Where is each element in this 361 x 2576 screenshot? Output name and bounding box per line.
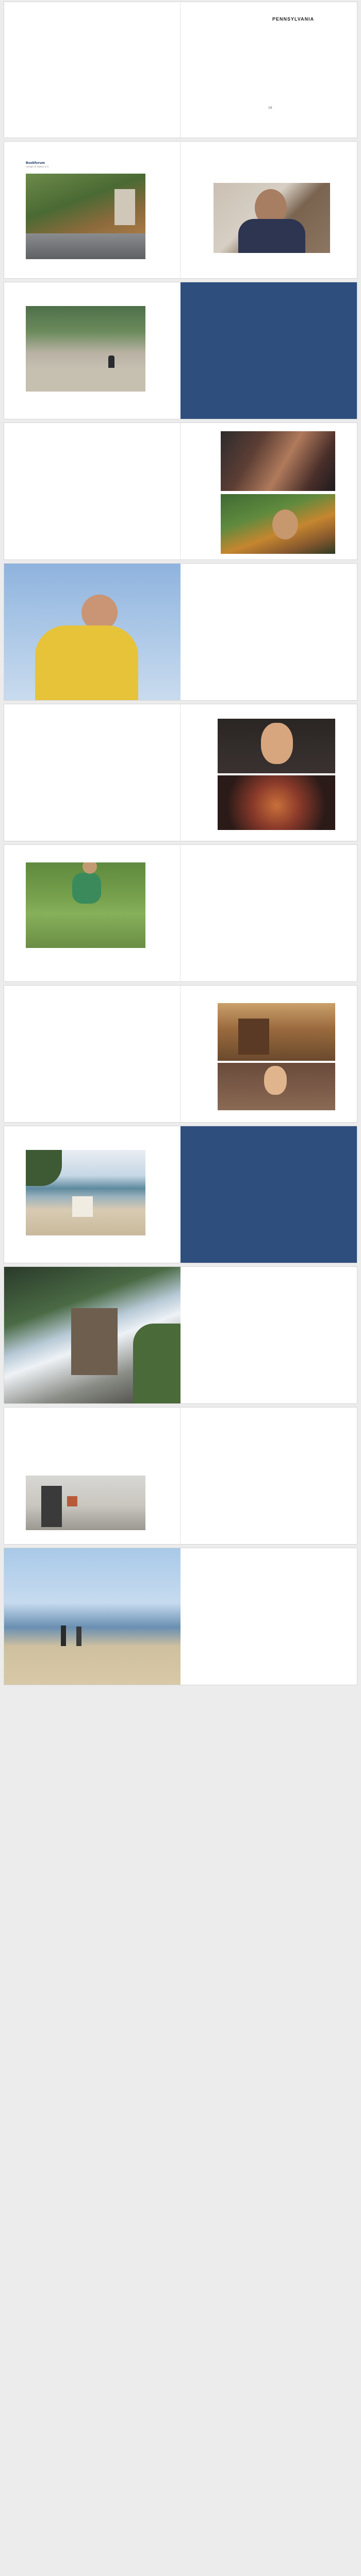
body-text bbox=[212, 1563, 331, 1568]
spread-10 bbox=[4, 1408, 357, 1544]
spread-7 bbox=[4, 986, 357, 1122]
body-text bbox=[212, 860, 331, 862]
spread-5 bbox=[4, 704, 357, 841]
navy-page bbox=[180, 282, 357, 419]
photo-yard-grass bbox=[26, 862, 145, 948]
spread-4 bbox=[4, 564, 357, 700]
section-subheading: Lehigh & Valley & U bbox=[26, 166, 49, 168]
photo-woman-lying bbox=[221, 431, 335, 491]
photo-beach-people bbox=[4, 1548, 180, 1685]
photo-portrait-man bbox=[214, 183, 330, 253]
body-text bbox=[26, 717, 150, 719]
spread-6 bbox=[4, 845, 357, 981]
spread-2 bbox=[4, 282, 357, 419]
photo-lake-shore bbox=[26, 1150, 145, 1235]
spread-11 bbox=[4, 1548, 357, 1685]
photo-trees-street bbox=[26, 174, 145, 259]
photo-birthday-cake bbox=[218, 775, 335, 830]
spread-1 bbox=[4, 142, 357, 278]
section-heading: Bookforum bbox=[26, 161, 45, 165]
body-text bbox=[26, 1003, 150, 1005]
photo-woman-smiling bbox=[218, 719, 335, 773]
body-text bbox=[212, 578, 331, 583]
body-text bbox=[26, 439, 150, 442]
body-text bbox=[212, 1281, 331, 1286]
spread-3 bbox=[4, 423, 357, 560]
page-number: 16 bbox=[268, 106, 272, 110]
spread-8 bbox=[4, 1126, 357, 1263]
photo-bald-man-sky bbox=[4, 564, 180, 700]
photo-wooden-house bbox=[218, 1003, 335, 1061]
body-text-right bbox=[212, 1422, 331, 1424]
photo-building-door bbox=[26, 1476, 145, 1530]
photo-woman-trees bbox=[221, 494, 335, 554]
navy-page bbox=[180, 1126, 357, 1263]
book-title: PENNSYLVANIA bbox=[272, 16, 315, 22]
photo-tree-house-sunlight bbox=[4, 1267, 180, 1403]
title-spread bbox=[4, 2, 357, 138]
spread-9 bbox=[4, 1267, 357, 1403]
photo-man-under-tree bbox=[26, 306, 145, 392]
photo-woman-portrait bbox=[218, 1063, 335, 1110]
body-text-left bbox=[26, 1422, 150, 1424]
